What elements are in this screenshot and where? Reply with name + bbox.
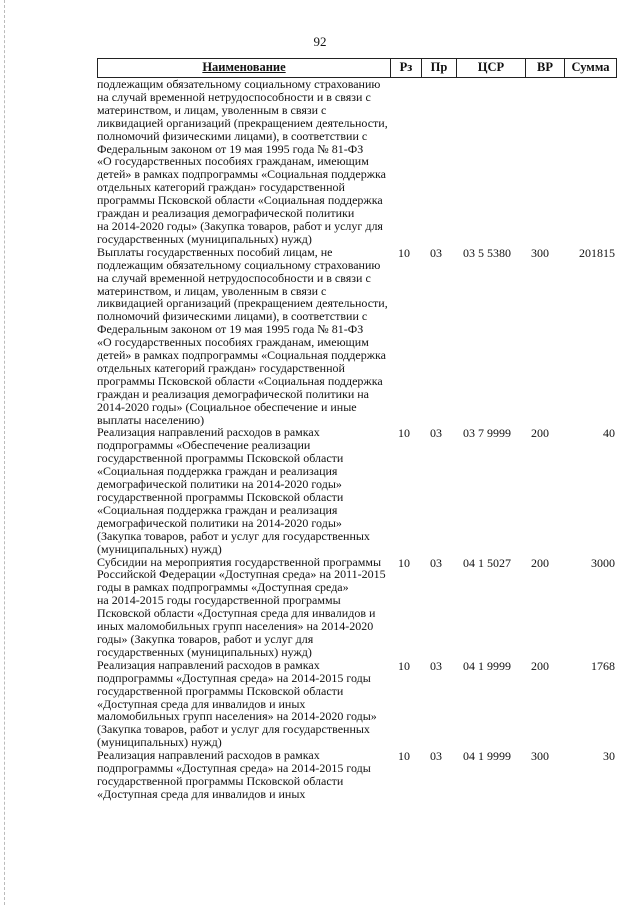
row-name-line: (муниципальных) нужд) — [97, 541, 222, 556]
header-rz: Рз — [390, 59, 421, 77]
row-name-line: подпрограммы «Доступная среда» на 2014-2015 годы — [97, 670, 371, 685]
row-name-line: детей» в рамках подпрограммы «Социальная поддержка — [97, 348, 386, 363]
row-name-line: Субсидии на мероприятия государственной программы — [97, 554, 382, 569]
row-name-line: ликвидацией организаций (прекращением деятельности, — [97, 296, 388, 311]
row-name-line: государственной программы Псковской области — [97, 451, 344, 466]
header-sum: Сумма — [564, 59, 616, 77]
table-body — [97, 78, 617, 801]
row-name-line: Федеральным законом от 19 мая 1995 года № 81-ФЗ — [97, 322, 364, 337]
row-vr: 200 — [531, 658, 549, 673]
row-name-line: Российской Федерации «Доступная среда» на 2011-2015 — [97, 567, 386, 582]
row-name-line: государственной программы Псковской области — [97, 490, 344, 504]
row-name-line: на 2014-2020 годы» (Закупка товаров, работ и услуг для — [97, 218, 383, 233]
row-name-line: 2014-2020 годы» (Социальное обеспечение и иные — [97, 399, 357, 414]
row-name-line: маломобильных групп населения» на 2014-2020 годы» — [97, 709, 377, 724]
row-name-line: на случай временной нетрудоспособности и в связи с — [97, 89, 371, 104]
row-rz: 10 — [398, 245, 410, 260]
page-number: 92 — [313, 34, 327, 49]
row-name-line: программы Псковской области «Социальная поддержка — [97, 193, 383, 208]
row-csr: 03 5 5380 — [463, 245, 511, 260]
row-name-line: «Доступная среда для инвалидов и иных — [97, 786, 306, 801]
row-name-line: Выплаты государственных пособий лицам, не — [97, 244, 333, 259]
row-rz: 10 — [398, 658, 410, 673]
row-name-line: демографической политики на 2014-2020 годы» — [97, 477, 342, 492]
row-vr — [521, 78, 559, 246]
scan-margin-line — [4, 0, 5, 905]
row-name-line: (Закупка товаров, работ и услуг для государственных — [97, 722, 370, 737]
row-vr: 200 — [531, 555, 549, 570]
row-name-line: программы Псковской области «Социальная поддержка — [97, 373, 383, 388]
row-pr: 03 — [430, 426, 442, 441]
row-name-line: подпрограммы «Доступная среда» на 2014-2015 годы — [97, 761, 371, 776]
row-name-line: государственной программы Псковской области — [97, 773, 344, 788]
table-row — [97, 246, 617, 427]
table-row — [97, 659, 617, 749]
table-row — [97, 749, 617, 801]
row-name-line: (муниципальных) нужд) — [97, 735, 222, 750]
row-name — [97, 78, 389, 246]
row-name-line: демографической политики на 2014-2020 годы» — [97, 515, 342, 530]
row-vr: 300 — [531, 245, 549, 260]
row-csr — [453, 78, 521, 246]
row-rz — [389, 78, 419, 246]
row-name — [97, 749, 389, 801]
row-sum: 201815 — [579, 245, 615, 260]
row-sum: 1768 — [591, 658, 615, 673]
row-name-line: граждан и реализация демографической политики — [97, 206, 355, 221]
row-name-line: «Доступная среда для инвалидов и иных — [97, 696, 306, 711]
row-name-line: ликвидацией организаций (прекращением деятельности, — [97, 115, 388, 130]
row-name-line: Реализация направлений расходов в рамках — [97, 657, 320, 672]
row-vr: 200 — [531, 426, 549, 441]
row-pr: 03 — [430, 245, 442, 260]
row-name-line: «Социальная поддержка граждан и реализация — [97, 464, 338, 479]
row-rz: 10 — [398, 749, 410, 764]
row-csr: 04 1 9999 — [463, 749, 511, 764]
row-name-line: Реализация направлений расходов в рамках — [97, 748, 320, 763]
row-name-line: подлежащим обязательному социальному страхованию — [97, 257, 381, 272]
row-name-line: Псковской области «Доступная среда для инвалидов и — [97, 606, 376, 621]
row-name-line: полномочий физическими лицами), в соответствии с — [97, 309, 368, 324]
row-name-line: «О государственных пособиях гражданам, имеющим — [97, 154, 369, 169]
row-name-line: материнством, и лицам, уволенным в связи с — [97, 283, 327, 298]
row-sum: 40 — [603, 426, 615, 441]
row-rz: 10 — [398, 426, 410, 441]
row-sum: 3000 — [591, 555, 615, 570]
row-name-line: государственных (муниципальных) нужд) — [97, 231, 312, 246]
row-name-line: Реализация направлений расходов в рамках — [97, 425, 320, 440]
row-name-line: материнством, и лицам, уволенным в связи с — [97, 102, 327, 117]
row-name-line: на 2014-2015 годы государственной программы — [97, 593, 341, 608]
row-name-line: выплаты населению) — [97, 412, 205, 427]
row-rz: 10 — [398, 555, 410, 570]
table-row — [97, 78, 617, 246]
row-sum — [559, 78, 617, 246]
row-name-line: годы в рамках подпрограммы «Доступная среда» — [97, 580, 349, 595]
row-name-line: детей» в рамках подпрограммы «Социальная поддержка — [97, 167, 386, 182]
row-name-line: «Социальная поддержка граждан и реализация — [97, 502, 338, 517]
row-pr: 03 — [430, 658, 442, 673]
header-pr: Пр — [421, 59, 456, 77]
row-pr: 03 — [430, 749, 442, 764]
row-name-line: годы» (Закупка товаров, работ и услуг для — [97, 631, 314, 646]
budget-table — [97, 58, 617, 801]
row-name-line: государственной программы Псковской области — [97, 683, 344, 698]
row-name-line: полномочий физическими лицами), в соответствии с — [97, 128, 368, 143]
row-name — [97, 556, 389, 659]
row-name-line: на случай временной нетрудоспособности и в связи с — [97, 270, 371, 285]
row-name-line: «О государственных пособиях гражданам, имеющим — [97, 335, 369, 350]
header-name: Наименование — [202, 60, 286, 74]
row-name-line: подпрограммы «Обеспечение реализации — [97, 438, 311, 453]
row-vr: 300 — [531, 749, 549, 764]
table-row — [97, 426, 617, 555]
row-csr: 04 1 9999 — [463, 658, 511, 673]
row-name-line: иных маломобильных групп населения» на 2014-2020 — [97, 619, 374, 634]
row-name-line: граждан и реализация демографической политики на — [97, 386, 369, 401]
row-pr — [419, 78, 453, 246]
row-pr: 03 — [430, 555, 442, 570]
row-csr: 03 7 9999 — [463, 426, 511, 441]
row-name-line: подлежащим обязательному социальному страхованию — [97, 77, 381, 91]
row-csr: 04 1 5027 — [463, 555, 511, 570]
row-name-line: Федеральным законом от 19 мая 1995 года № 81-ФЗ — [97, 141, 364, 156]
row-name-line: отдельных категорий граждан» государственной — [97, 360, 345, 375]
table-header — [97, 58, 617, 78]
header-csr: ЦСР — [456, 59, 525, 77]
row-name-line: государственных (муниципальных) нужд) — [97, 644, 312, 659]
row-name-line: отдельных категорий граждан» государственной — [97, 180, 345, 195]
row-name — [97, 426, 389, 555]
row-name — [97, 659, 389, 749]
table-row — [97, 556, 617, 659]
row-name — [97, 246, 389, 427]
row-name-line: (Закупка товаров, работ и услуг для государственных — [97, 528, 370, 543]
row-sum: 30 — [603, 749, 615, 764]
header-vr: ВР — [525, 59, 564, 77]
